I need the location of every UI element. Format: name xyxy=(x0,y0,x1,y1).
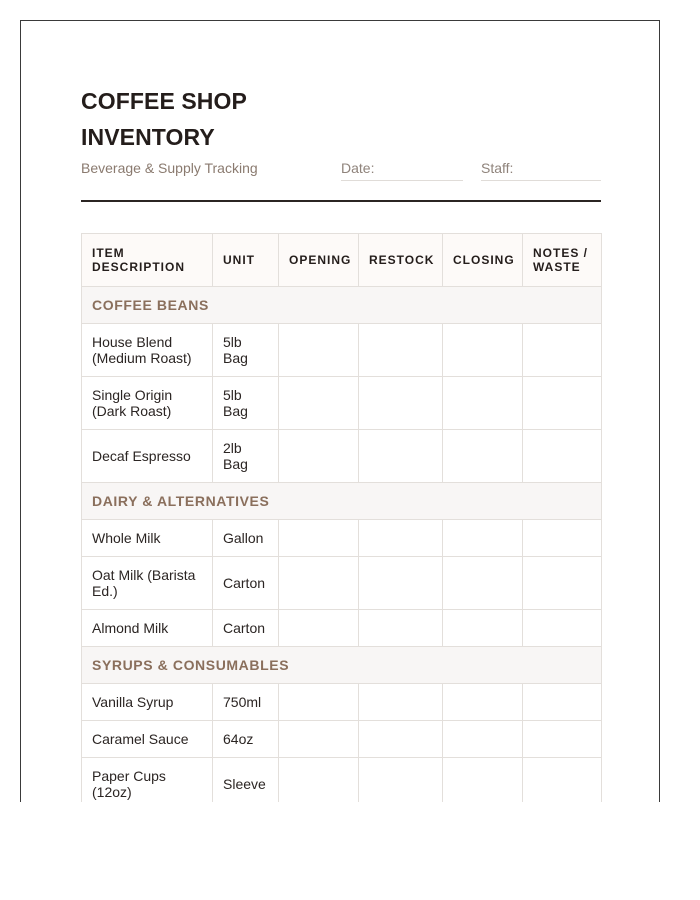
table-row xyxy=(82,557,602,610)
closing-cell[interactable] xyxy=(443,684,523,721)
inventory-table xyxy=(81,233,602,802)
item-unit: Gallon xyxy=(213,520,279,557)
staff-field[interactable] xyxy=(481,160,601,181)
table-row xyxy=(82,721,602,758)
item-unit: Carton xyxy=(213,610,279,647)
page-title: COFFEE SHOP INVENTORY xyxy=(81,88,247,150)
item-description: House Blend (Medium Roast) xyxy=(82,324,213,377)
notes-cell[interactable] xyxy=(523,758,602,803)
item-description: Whole Milk xyxy=(82,520,213,557)
opening-cell[interactable] xyxy=(279,324,359,377)
inventory-sheet xyxy=(20,20,660,802)
item-unit: 5lb Bag xyxy=(213,324,279,377)
restock-cell[interactable] xyxy=(359,721,443,758)
opening-cell[interactable] xyxy=(279,557,359,610)
item-description: Almond Milk xyxy=(82,610,213,647)
opening-cell[interactable] xyxy=(279,758,359,803)
table-row xyxy=(82,520,602,557)
opening-cell[interactable] xyxy=(279,520,359,557)
item-unit: 64oz xyxy=(213,721,279,758)
column-header-notes-waste: NOTES / WASTE xyxy=(523,234,602,287)
category-label: COFFEE BEANS xyxy=(82,287,602,324)
restock-cell[interactable] xyxy=(359,684,443,721)
restock-cell[interactable] xyxy=(359,520,443,557)
category-label: SYRUPS & CONSUMABLES xyxy=(82,647,602,684)
item-unit: 750ml xyxy=(213,684,279,721)
category-label: DAIRY & ALTERNATIVES xyxy=(82,483,602,520)
opening-cell[interactable] xyxy=(279,430,359,483)
item-description: Caramel Sauce xyxy=(82,721,213,758)
item-unit: 2lb Bag xyxy=(213,430,279,483)
notes-cell[interactable] xyxy=(523,430,602,483)
column-header-opening: OPENING xyxy=(279,234,359,287)
closing-cell[interactable] xyxy=(443,721,523,758)
item-description: Single Origin (Dark Roast) xyxy=(82,377,213,430)
category-row-syrups-consumables xyxy=(82,647,602,684)
table-row xyxy=(82,430,602,483)
date-field[interactable] xyxy=(341,160,463,181)
restock-cell[interactable] xyxy=(359,610,443,647)
column-header-restock: RESTOCK xyxy=(359,234,443,287)
table-row xyxy=(82,610,602,647)
item-description: Decaf Espresso xyxy=(82,430,213,483)
table-row xyxy=(82,758,602,803)
item-unit: Sleeve xyxy=(213,758,279,803)
notes-cell[interactable] xyxy=(523,557,602,610)
opening-cell[interactable] xyxy=(279,610,359,647)
restock-cell[interactable] xyxy=(359,557,443,610)
restock-cell[interactable] xyxy=(359,377,443,430)
table-row xyxy=(82,324,602,377)
table-row xyxy=(82,377,602,430)
notes-cell[interactable] xyxy=(523,520,602,557)
staff-label: Staff: xyxy=(481,160,514,176)
category-row-coffee-beans xyxy=(82,287,602,324)
column-header-closing: CLOSING xyxy=(443,234,523,287)
item-description: Paper Cups (12oz) xyxy=(82,758,213,803)
closing-cell[interactable] xyxy=(443,610,523,647)
header-divider xyxy=(81,200,601,202)
table-row xyxy=(82,684,602,721)
closing-cell[interactable] xyxy=(443,520,523,557)
notes-cell[interactable] xyxy=(523,324,602,377)
closing-cell[interactable] xyxy=(443,758,523,803)
category-row-dairy-alternatives xyxy=(82,483,602,520)
opening-cell[interactable] xyxy=(279,684,359,721)
opening-cell[interactable] xyxy=(279,377,359,430)
table-header-row xyxy=(82,234,602,287)
restock-cell[interactable] xyxy=(359,324,443,377)
closing-cell[interactable] xyxy=(443,377,523,430)
restock-cell[interactable] xyxy=(359,758,443,803)
restock-cell[interactable] xyxy=(359,430,443,483)
opening-cell[interactable] xyxy=(279,721,359,758)
closing-cell[interactable] xyxy=(443,430,523,483)
page-subtitle: Beverage & Supply Tracking xyxy=(81,160,258,176)
notes-cell[interactable] xyxy=(523,684,602,721)
notes-cell[interactable] xyxy=(523,377,602,430)
notes-cell[interactable] xyxy=(523,721,602,758)
column-header-item-description: ITEM DESCRIPTION xyxy=(82,234,213,287)
item-description: Oat Milk (Barista Ed.) xyxy=(82,557,213,610)
item-description: Vanilla Syrup xyxy=(82,684,213,721)
notes-cell[interactable] xyxy=(523,610,602,647)
column-header-unit: UNIT xyxy=(213,234,279,287)
item-unit: Carton xyxy=(213,557,279,610)
item-unit: 5lb Bag xyxy=(213,377,279,430)
closing-cell[interactable] xyxy=(443,557,523,610)
date-label: Date: xyxy=(341,160,375,176)
closing-cell[interactable] xyxy=(443,324,523,377)
